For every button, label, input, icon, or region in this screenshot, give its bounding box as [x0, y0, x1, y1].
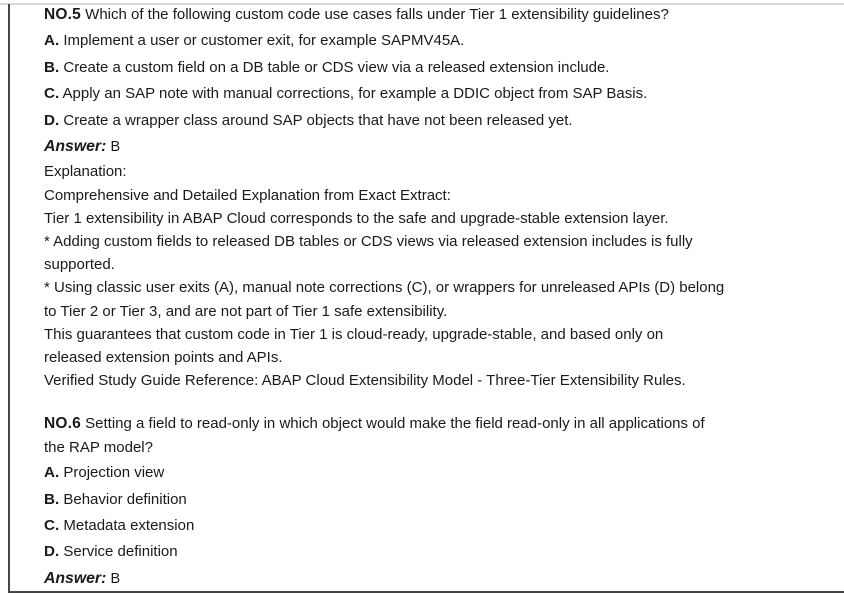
answer-line [44, 134, 838, 160]
option-letter: C. [44, 85, 60, 103]
question-block-6 [44, 412, 838, 591]
question-text: Setting a field to read-only in which object would make the field read-only in all applications of [85, 415, 705, 433]
answer-label: Answer: [44, 138, 107, 156]
option-text: Metadata extension [63, 517, 195, 535]
question-title [44, 412, 838, 436]
explanation-line: * Using classic user exits (A), manual note corrections (C), or wrappers for unreleased APIs (D) belong [44, 279, 725, 297]
answer-option-a [44, 460, 838, 486]
answer-option-d [44, 539, 838, 565]
explanation-line: Tier 1 extensibility in ABAP Cloud corresponds to the safe and upgrade-stable extension layer. [44, 209, 669, 227]
explanation-line: released extension points and APIs. [44, 349, 283, 367]
option-text: Projection view [63, 464, 165, 482]
explanation-block [44, 160, 838, 392]
option-letter: C. [44, 517, 60, 535]
answer-option-c [44, 513, 838, 539]
option-text: Create a custom field on a DB table or CDS view via a released extension include. [63, 58, 610, 76]
option-letter: A. [44, 464, 60, 482]
option-letter: D. [44, 543, 60, 561]
explanation-line: Explanation: [44, 163, 127, 181]
document-content [44, 2, 838, 592]
option-text: Apply an SAP note with manual corrections, for example a DDIC object from SAP Basis. [62, 85, 648, 103]
explanation-line: Verified Study Guide Reference: ABAP Cloud Extensibility Model - Three-Tier Extensibility Rules. [44, 372, 686, 390]
answer-option-a [44, 28, 838, 54]
explanation-line: This guarantees that custom code in Tier 1 is cloud-ready, upgrade-stable, and based only on [44, 325, 664, 343]
option-text: Implement a user or customer exit, for example SAPMV45A. [63, 32, 465, 50]
question-text-line-2: the RAP model? [44, 439, 153, 457]
option-letter: B. [44, 58, 60, 76]
option-letter: A. [44, 32, 60, 50]
question-number: NO.6 [44, 415, 81, 433]
question-text: Which of the following custom code use cases falls under Tier 1 extensibility guidelines? [85, 6, 669, 23]
question-number: NO.5 [44, 6, 81, 23]
answer-value: B [110, 570, 121, 587]
page-left-border [8, 4, 10, 592]
answer-value: B [110, 139, 121, 156]
answer-option-c [44, 81, 838, 107]
option-text: Create a wrapper class around SAP objects that have not been released yet. [63, 111, 573, 129]
answer-line [44, 566, 838, 592]
answer-option-d [44, 108, 838, 134]
option-text: Behavior definition [63, 490, 187, 508]
option-text: Service definition [63, 543, 178, 561]
answer-label: Answer: [44, 569, 107, 587]
option-letter: B. [44, 490, 60, 508]
explanation-line: * Adding custom fields to released DB tables or CDS views via released extension includes is fully [44, 233, 693, 251]
explanation-line: to Tier 2 or Tier 3, and are not part of Tier 1 safe extensibility. [44, 302, 448, 320]
question-gap [44, 392, 838, 412]
question-title [44, 2, 838, 28]
explanation-line: supported. [44, 256, 115, 274]
answer-option-b [44, 55, 838, 81]
option-letter: D. [44, 111, 60, 129]
explanation-line: Comprehensive and Detailed Explanation from Exact Extract: [44, 186, 451, 204]
answer-option-b [44, 487, 838, 513]
question-block-5 [44, 2, 838, 392]
